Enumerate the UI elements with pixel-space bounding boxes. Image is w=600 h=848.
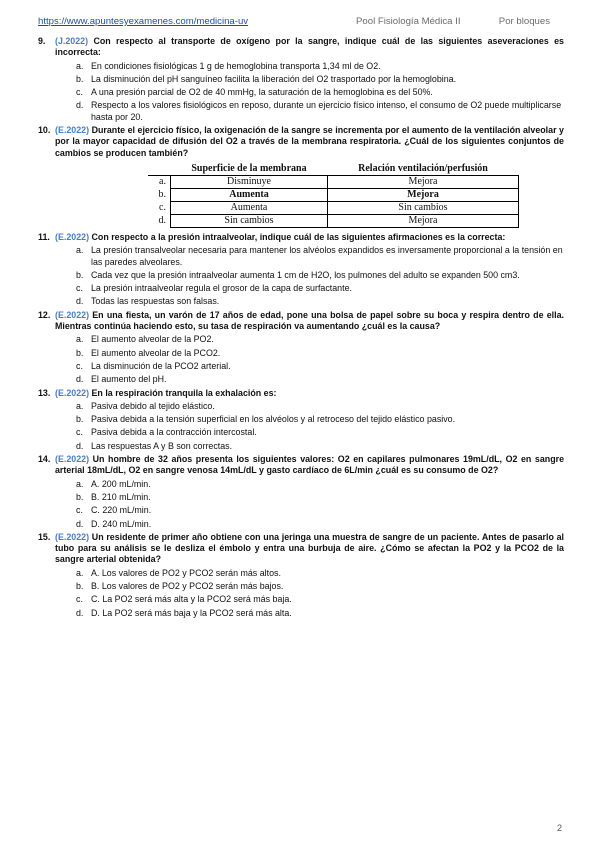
answer-option: [55, 414, 564, 425]
answer-cell-membrane-surface: Aumenta: [171, 201, 328, 214]
option-text: Pasiva debida a la tensión superficial en los alvéolos y al retroceso del tejido elástico pasivo.: [91, 414, 456, 425]
answer-option: [55, 608, 564, 619]
answer-option: [55, 296, 564, 307]
question-block: [38, 36, 564, 123]
exam-tag: (E.2022): [55, 454, 90, 465]
answer-option: [55, 361, 564, 372]
answer-option: [55, 334, 564, 345]
question-text: [55, 232, 564, 243]
option-text: Pasiva debido al tejido elástico.: [91, 400, 215, 411]
header-section-label: Por bloques: [498, 16, 550, 27]
answer-option: [55, 348, 564, 359]
answer-table-header: Relación ventilación/perfusión: [328, 163, 519, 176]
answer-options: [55, 245, 564, 307]
option-text: Las respuestas A y B son correctas.: [91, 440, 233, 451]
option-text: El aumento alveolar de la PCO2.: [91, 347, 221, 358]
answer-cell-membrane-surface: Aumenta: [171, 188, 328, 201]
header-url-link[interactable]: https://www.apuntesyexamenes.com/medicina-uv: [38, 16, 249, 27]
page-header: [38, 16, 562, 30]
option-letter: b.: [76, 269, 84, 280]
option-text: D. La PO2 será más baja y la PCO2 será más alta.: [91, 607, 292, 618]
option-text: La disminución de la PCO2 arterial.: [91, 360, 231, 371]
answer-table-row: [148, 175, 519, 188]
question-block: [38, 388, 564, 452]
question-text: [55, 388, 564, 399]
option-letter: a.: [76, 400, 84, 411]
answer-option: [55, 401, 564, 412]
answer-options: [55, 479, 564, 530]
question-statement: Durante el ejercicio físico, la oxigenación de la sangre se incrementa por el aumento de la ventilación alveolar y por la mayor capacidad de difusión del O2 a través de la membrana respiratoria. ¿Cuál de los siguientes conjuntos de cambios se producen también?: [55, 125, 564, 158]
question-block: [38, 454, 564, 530]
answer-option: [55, 245, 564, 268]
answer-cell-membrane-surface: Disminuye: [171, 175, 328, 188]
answer-table-corner: [148, 163, 171, 176]
option-letter: a.: [76, 334, 84, 345]
question-block: [38, 125, 564, 228]
option-text: B. Los valores de PO2 y PCO2 serán más bajos.: [91, 580, 284, 591]
exam-tag: (E.2022): [55, 309, 90, 320]
answer-cell-membrane-surface: Sin cambios: [171, 214, 328, 227]
answer-option: [55, 427, 564, 438]
question-statement: Un hombre de 32 años presenta los siguientes valores: O2 en capilares pulmonares 19mL/dL, O2 en sangre arterial 18mL/dL, O2 en sangre venosa 14mL/dL y gasto cardíaco de 6L/min ¿cuál es su consumo de O2?: [55, 454, 565, 476]
question-number: 9.: [38, 36, 46, 46]
answer-table-row: [148, 188, 519, 201]
answer-option: [55, 61, 564, 72]
answer-options: [55, 401, 564, 452]
option-text: Respecto a los valores fisiológicos en reposo, durante un ejercicio físico intenso, el consumo de O2 puede multiplicarse hasta por 20.: [91, 100, 562, 122]
question-block: [38, 532, 564, 619]
answer-row-label: b.: [158, 188, 166, 200]
question-statement: Un residente de primer año obtiene con una jeringa una muestra de sangre de un paciente. Antes de pasarlo al tubo para su análisis se le desliza el émbolo y entra una burbuja de aire. ¿Cómo se afectan la PO2 y la PCO2 de la sangre arterial obtenida?: [55, 531, 564, 565]
option-text: El aumento del pH.: [91, 374, 167, 385]
option-letter: c.: [76, 87, 83, 98]
option-text: A. Los valores de PO2 y PCO2 serán más altos.: [91, 567, 281, 578]
answer-option: [55, 441, 564, 452]
question-text: [55, 125, 564, 159]
option-text: Pasiva debida a la contracción intercostal.: [91, 427, 257, 438]
option-letter: c.: [76, 594, 83, 605]
answer-options: [55, 334, 564, 385]
answer-option: [55, 568, 564, 579]
question-number: 10.: [38, 125, 51, 136]
answer-row-label: a.: [159, 176, 166, 188]
page-number: 2: [556, 823, 562, 833]
answer-option: [55, 479, 564, 490]
option-letter: b.: [76, 580, 84, 591]
answer-cell-ventilation-perfusion: Mejora: [328, 214, 519, 227]
answer-option: [55, 270, 564, 281]
answer-option: [55, 374, 564, 385]
answer-option: [55, 505, 564, 516]
header-course-title: Pool Fisiología Médica II: [356, 16, 461, 27]
question-number: 13.: [38, 387, 51, 398]
option-text: B. 210 mL/min.: [91, 491, 151, 502]
option-text: Todas las respuestas son falsas.: [91, 296, 220, 307]
option-text: La disminución del pH sanguíneo facilita la liberación del O2 trasportado por la hemoglobina.: [91, 73, 457, 84]
answer-option: [55, 492, 564, 503]
exam-tag: (E.2022): [55, 387, 90, 398]
answer-table-row: [148, 214, 519, 227]
option-letter: d.: [76, 296, 84, 307]
question-statement: Con respecto a la presión intraalveolar, indique cuál de las siguientes afirmaciones es la correcta:: [91, 231, 506, 242]
option-letter: d.: [76, 607, 84, 618]
option-letter: a.: [76, 478, 84, 489]
option-letter: d.: [76, 518, 84, 529]
answer-table-header: Superficie de la membrana: [171, 163, 328, 176]
option-letter: c.: [76, 360, 83, 371]
question-statement: En la respiración tranquila la exhalación es:: [91, 387, 277, 398]
option-text: D. 240 mL/min.: [91, 518, 152, 529]
question-number: 11.: [38, 231, 50, 242]
question-number: 14.: [38, 454, 51, 465]
option-letter: c.: [76, 283, 83, 294]
option-text: A una presión parcial de O2 de 40 mmHg, la saturación de la hemoglobina es del 50%.: [91, 87, 433, 98]
question-text: [55, 310, 564, 333]
answer-row-label: c.: [159, 201, 166, 213]
answer-option: [55, 581, 564, 592]
option-text: C. La PO2 será más alta y la PCO2 será más baja.: [91, 594, 292, 605]
option-letter: a.: [76, 567, 84, 578]
option-letter: d.: [76, 374, 84, 385]
option-text: La presión intraalveolar regula el grosor de la capa de surfactante.: [91, 283, 352, 294]
option-letter: b.: [76, 347, 84, 358]
question-number: 12.: [38, 309, 51, 320]
question-statement: En una fiesta, un varón de 17 años de edad, pone una bolsa de papel sobre su boca y respira dentro de ella. Mientras continúa haciendo esto, su tasa de respiración va aumentando ¿cuál es la causa?: [55, 309, 564, 332]
question-text: [55, 532, 564, 566]
answer-options: [55, 61, 564, 123]
option-letter: b.: [76, 414, 84, 425]
answer-table-row: [148, 201, 519, 214]
option-letter: d.: [76, 100, 84, 111]
question-statement: Con respecto al transporte de oxígeno por la sangre, indique cuál de las siguientes aseveraciones es incorrecta:: [55, 36, 564, 58]
answer-option: [55, 594, 564, 605]
answer-option: [55, 283, 564, 294]
answer-option: [55, 87, 564, 98]
question-number: 15.: [38, 531, 51, 542]
answer-option: [55, 74, 564, 85]
answer-cell-ventilation-perfusion: Sin cambios: [328, 201, 519, 214]
question-text: [55, 36, 564, 59]
option-letter: b.: [76, 73, 84, 84]
answer-option: [55, 519, 564, 530]
option-letter: d.: [76, 440, 84, 451]
questions-list: [38, 36, 564, 621]
option-text: C. 220 mL/min.: [91, 505, 152, 516]
answer-options: [55, 568, 564, 619]
exam-tag: (E.2022): [55, 125, 90, 136]
option-letter: b.: [76, 491, 84, 502]
question-text: [55, 454, 564, 477]
option-letter: a.: [76, 60, 84, 71]
option-text: En condiciones fisiológicas 1 g de hemoglobina transporta 1,34 ml de O2.: [91, 60, 381, 71]
exam-tag: (E.2022): [55, 231, 90, 242]
answer-table: [148, 163, 519, 228]
exam-tag: (J.2022): [55, 36, 89, 46]
option-letter: c.: [76, 505, 83, 516]
option-letter: a.: [76, 245, 84, 256]
option-text: La presión transalveolar necesaria para mantener los alvéolos expandidos es inversamente proporcional a la tensión en las paredes alveolares.: [91, 245, 563, 267]
option-text: Cada vez que la presión intraalveolar aumenta 1 cm de H2O, los pulmones del adulto se expanden 500 cm3.: [91, 269, 520, 280]
answer-option: [55, 100, 564, 123]
question-block: [38, 310, 564, 386]
answer-row-label: d.: [158, 214, 166, 226]
answer-table-header-row: [148, 163, 519, 176]
option-letter: c.: [76, 427, 83, 438]
question-block: [38, 232, 564, 308]
option-text: A. 200 mL/min.: [91, 478, 151, 489]
answer-cell-ventilation-perfusion: Mejora: [328, 175, 519, 188]
exam-tag: (E.2022): [55, 531, 90, 542]
answer-cell-ventilation-perfusion: Mejora: [328, 188, 519, 201]
option-text: El aumento alveolar de la PO2.: [91, 334, 214, 345]
